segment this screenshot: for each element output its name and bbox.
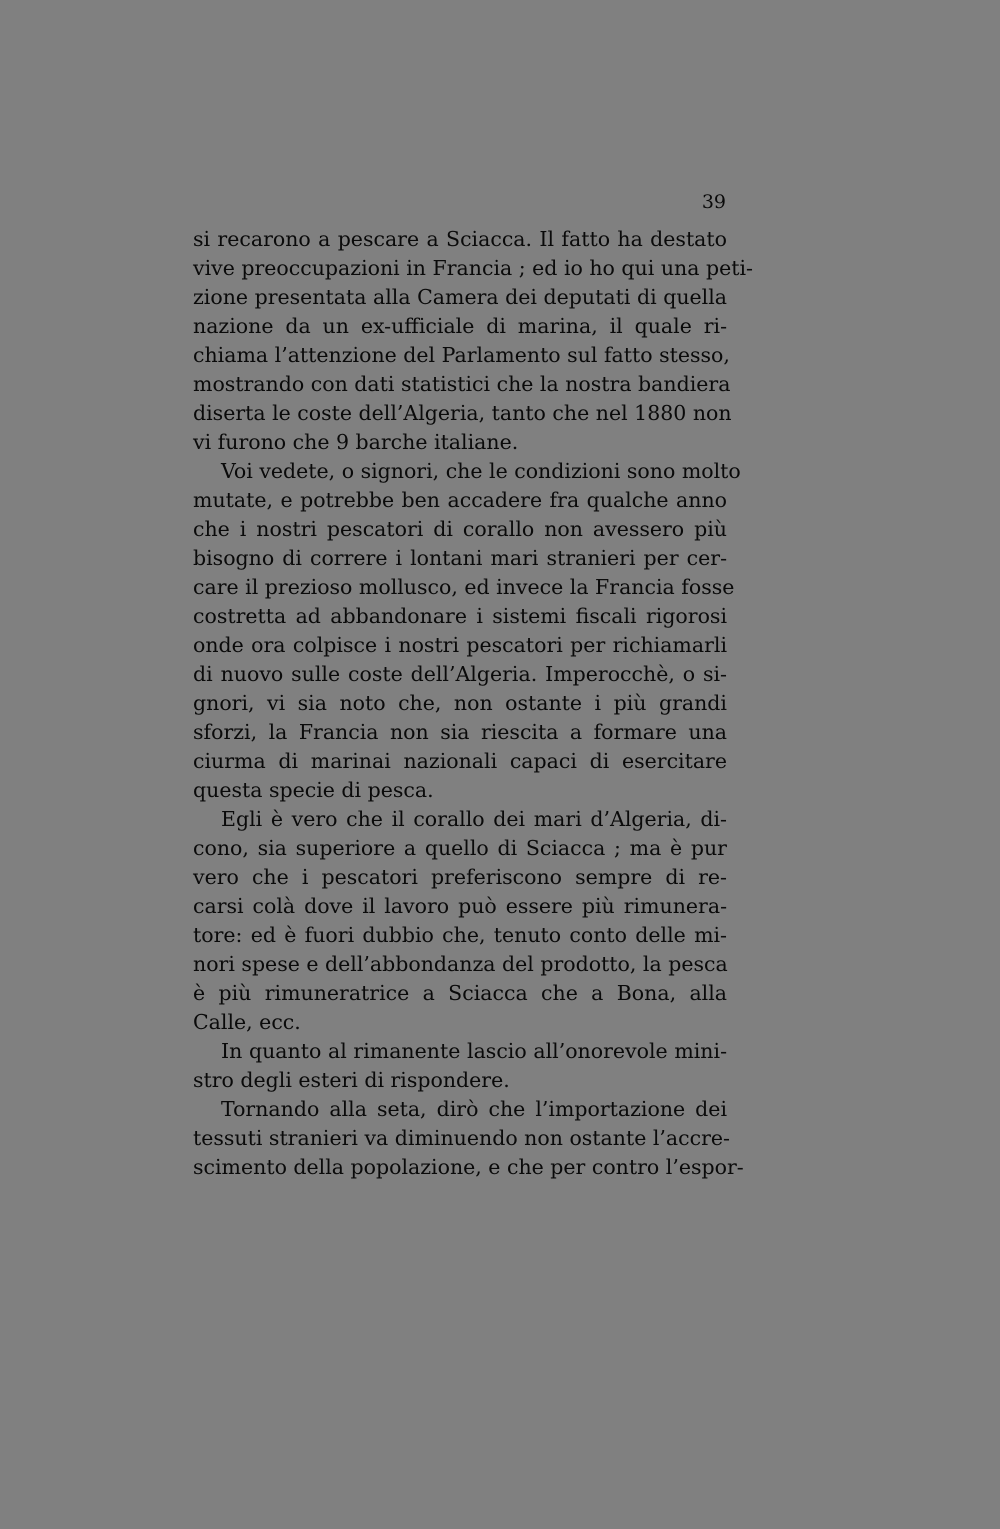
text-line: di nuovo sulle coste dell’Algeria. Imperocchè, o si- xyxy=(193,662,727,686)
text-line: onde ora colpisce i nostri pescatori per richiamarli xyxy=(193,633,727,657)
text-line: diserta le coste dell’Algeria, tanto che nel 1880 non xyxy=(193,401,732,425)
text-line: Calle, ecc. xyxy=(193,1010,301,1034)
text-line: mostrando con dati statistici che la nostra bandiera xyxy=(193,372,731,396)
text-line: è più rimuneratrice a Sciacca che a Bona, alla xyxy=(193,981,727,1005)
text-line: questa specie di pesca. xyxy=(193,778,434,802)
text-line: sforzi, la Francia non sia riescita a formare una xyxy=(193,720,727,744)
text-line: mutate, e potrebbe ben accadere fra qualche anno xyxy=(193,488,727,512)
text-line: vive preoccupazioni in Francia ; ed io ho qui una peti- xyxy=(193,256,753,280)
text-line: ciurma di marinai nazionali capaci di esercitare xyxy=(193,749,727,773)
text-line: Voi vedete, o signori, che le condizioni sono molto xyxy=(221,459,741,483)
page-number: 39 xyxy=(701,191,726,213)
text-line: si recarono a pescare a Sciacca. Il fatto ha destato xyxy=(193,227,727,251)
text-line: bisogno di correre i lontani mari stranieri per cer- xyxy=(193,546,727,570)
text-line: vero che i pescatori preferiscono sempre di re- xyxy=(193,865,727,889)
text-line: zione presentata alla Camera dei deputati di quella xyxy=(193,285,727,309)
text-line: gnori, vi sia noto che, non ostante i più grandi xyxy=(193,691,727,715)
text-line: costretta ad abbandonare i sistemi fiscali rigorosi xyxy=(193,604,727,628)
text-line: stro degli esteri di rispondere. xyxy=(193,1068,510,1092)
text-line: scimento della popolazione, e che per contro l’espor- xyxy=(193,1155,744,1179)
text-line: nazione da un ex-ufficiale di marina, il quale ri- xyxy=(193,314,727,338)
text-line: cono, sia superiore a quello di Sciacca ; ma è pur xyxy=(193,836,727,860)
text-line: Tornando alla seta, dirò che l’importazione dei xyxy=(221,1097,727,1121)
text-line: tore: ed è fuori dubbio che, tenuto conto delle mi- xyxy=(193,923,727,947)
text-line: Egli è vero che il corallo dei mari d’Algeria, di- xyxy=(221,807,727,831)
text-line: care il prezioso mollusco, ed invece la Francia fosse xyxy=(193,575,735,599)
text-line: vi furono che 9 barche italiane. xyxy=(193,430,519,454)
body-text xyxy=(193,225,753,1182)
text-line: che i nostri pescatori di corallo non avessero più xyxy=(193,517,727,541)
text-line: In quanto al rimanente lascio all’onorevole mini- xyxy=(221,1039,727,1063)
text-line: carsi colà dove il lavoro può essere più rimunera- xyxy=(193,894,727,918)
text-line: chiama l’attenzione del Parlamento sul fatto stesso, xyxy=(193,343,730,367)
text-line: tessuti stranieri va diminuendo non ostante l’accre- xyxy=(193,1126,730,1150)
text-line: nori spese e dell’abbondanza del prodotto, la pesca xyxy=(193,952,728,976)
